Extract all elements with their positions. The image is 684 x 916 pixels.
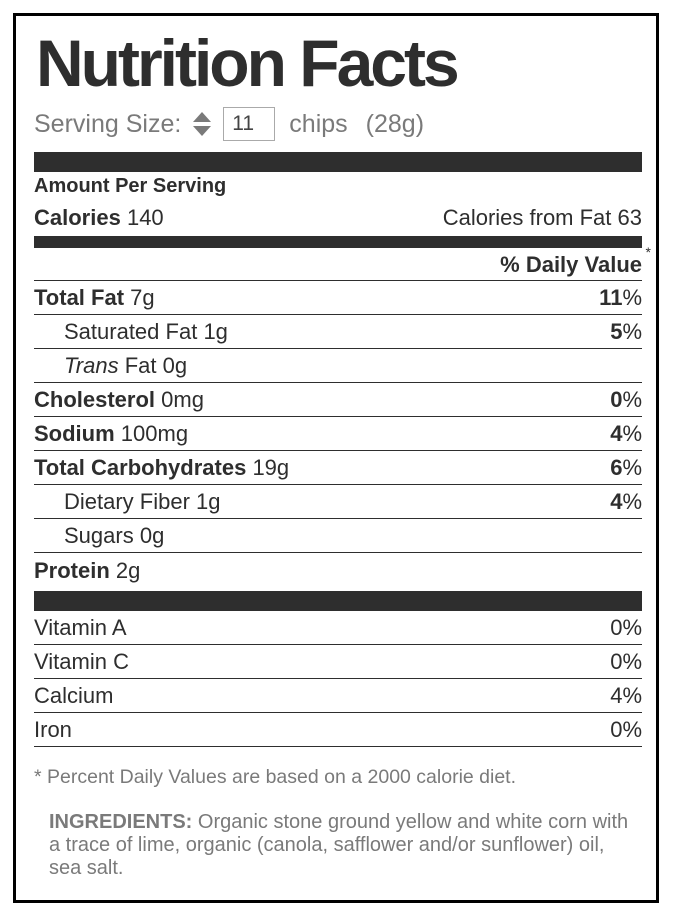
nutrient-label-italic: Trans [64,353,119,378]
nutrient-label: Total Carbohydrates [34,455,247,480]
nutrient-amount: 100mg [120,421,189,446]
vitamin-row [34,714,642,747]
daily-value-footnote: * Percent Daily Values are based on a 2000 calorie diet. [34,766,517,788]
nutrient-label: Total Fat [34,285,125,310]
vitamin-dv: 0% [610,649,642,674]
ingredients-block [49,811,634,880]
vitamin-dv: 0% [610,615,642,640]
nutrient-label: Sugars [64,523,134,548]
label-title: Nutrition Facts [36,26,457,100]
serving-size-label: Serving Size: [34,109,182,138]
nutrient-row-trans-fat [34,350,642,383]
nutrient-amount: 0g [139,523,165,548]
nutrient-label: Cholesterol [34,387,156,412]
nutrient-amount: 0g [162,353,188,378]
vitamin-label: Calcium [34,683,114,708]
nutrient-row-cholesterol [34,384,642,417]
nutrient-label: Dietary Fiber [64,489,190,514]
nutrient-dv-number: 6 [610,455,623,480]
nutrient-amount: 1g [203,319,228,344]
nutrient-row-sodium [34,418,642,451]
calories-row [34,202,642,234]
calories-value: 140 [126,205,164,230]
medium-divider [34,236,642,248]
vitamin-label: Iron [34,717,72,742]
daily-value-header-text: % Daily Value [500,251,642,277]
serving-stepper-icon[interactable] [191,108,213,140]
serving-unit: chips [289,109,348,138]
vitamin-label: Vitamin A [34,615,127,640]
nutrient-dv-number: 11 [599,285,623,310]
nutrient-label: Fat [124,353,157,378]
amount-per-serving-row [34,173,642,199]
nutrient-dv-percent: % [622,319,642,344]
nutrient-dv-percent: % [622,387,642,412]
ingredients-heading: INGREDIENTS: [49,811,193,833]
calories-cell [34,205,164,231]
nutrient-dv-percent: % [622,285,642,310]
vitamin-dv: 4% [610,683,642,708]
vitamin-dv: 0% [610,717,642,742]
nutrition-label [13,13,659,903]
vitamin-row [34,646,642,679]
nutrient-amount: 19g [252,455,290,480]
nutrient-dv-percent: % [622,455,642,480]
nutrient-row-protein [34,554,642,588]
ingredients-text: Organic stone ground yellow and white corn with a trace of lime, organic (canola, safflower and/or sunflower) oil, sea salt. [49,811,629,879]
serving-size-row [34,104,424,144]
calories-from-fat: Calories from Fat 63 [442,205,642,230]
nutrient-label: Protein [34,558,110,583]
nutrient-label: Sodium [34,421,115,446]
nutrient-amount: 7g [130,285,155,310]
amount-per-serving-label: Amount Per Serving [34,174,227,197]
nutrient-dv-percent: % [622,421,642,446]
nutrient-dv-number: 4 [610,489,623,514]
nutrient-row-total-carbohydrates [34,452,642,485]
vitamin-label: Vitamin C [34,649,129,674]
nutrient-row-total-fat [34,282,642,315]
nutrient-row-saturated-fat [34,316,642,349]
nutrient-dv-number: 0 [610,387,623,412]
vitamin-row [34,612,642,645]
thick-divider [34,591,642,611]
thick-divider [34,152,642,172]
nutrient-label: Saturated Fat [64,319,198,344]
daily-value-header [500,243,651,278]
nutrient-dv-number: 5 [610,319,623,344]
calories-label: Calories [34,205,121,230]
chevron-up-icon[interactable] [193,112,211,122]
serving-weight: (28g) [365,109,425,138]
daily-value-header-row [34,243,651,281]
nutrient-row-sugars [34,520,642,553]
daily-value-asterisk: * [645,243,651,260]
nutrient-amount: 0mg [161,387,204,412]
nutrient-dv-number: 4 [610,421,623,446]
chevron-down-icon[interactable] [193,126,211,136]
nutrient-amount: 2g [115,558,141,583]
vitamin-row [34,680,642,713]
nutrient-amount: 1g [196,489,221,514]
serving-quantity-input[interactable] [223,107,275,141]
nutrient-dv-percent: % [622,489,642,514]
nutrient-row-dietary-fiber [34,486,642,519]
